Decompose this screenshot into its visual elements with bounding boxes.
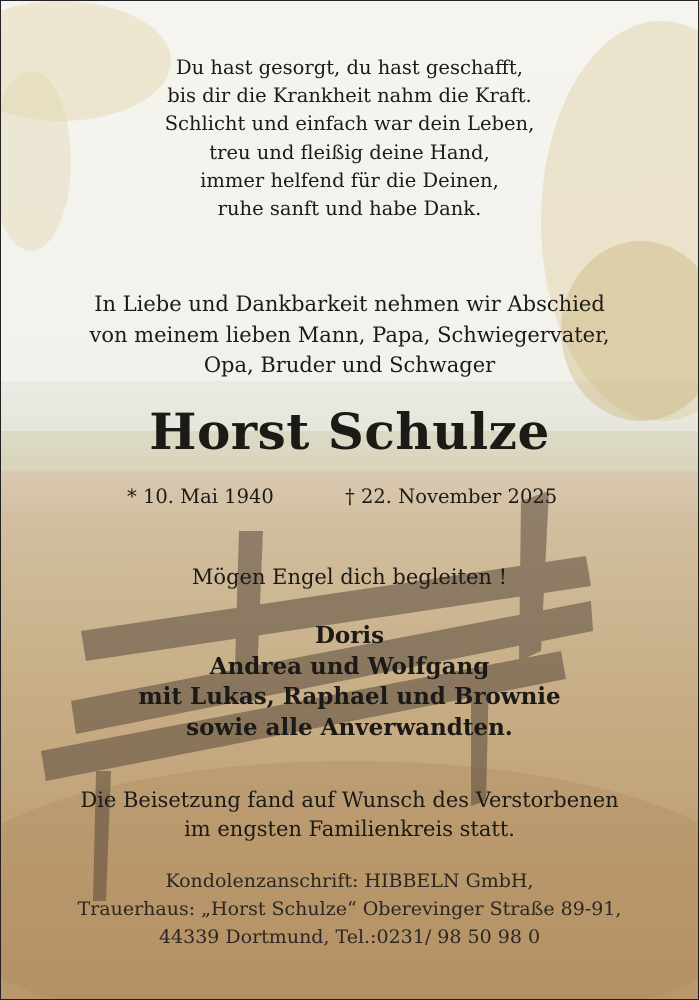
poem-line: bis dir die Krankheit nahm die Kraft.: [167, 84, 532, 108]
intro-line: In Liebe und Dankbarkeit nehmen wir Abschied: [94, 292, 605, 316]
address-line: Trauerhaus: „Horst Schulze“ Oberevinger Straße 89-91,: [77, 898, 622, 920]
farewell-wish: Mögen Engel dich begleiten !: [191, 565, 508, 589]
poem-line: immer helfend für die Deinen,: [200, 168, 499, 192]
intro-line: von meinem lieben Mann, Papa, Schwiegervater,: [89, 322, 610, 347]
intro-line: Opa, Bruder und Schwager: [203, 353, 496, 377]
burial-line: Die Beisetzung fand auf Wunsch des Verstorbenen: [80, 788, 619, 812]
poem: [1, 54, 698, 223]
poem-line: Du hast gesorgt, du hast geschafft,: [176, 56, 523, 79]
burial-line: im engsten Familienkreis statt.: [184, 817, 515, 841]
mourner-line: sowie alle Anverwandten.: [186, 713, 513, 741]
condolence-address: [1, 867, 698, 951]
mourner-line: mit Lukas, Raphael und Brownie: [138, 683, 561, 710]
mourner-line: Doris: [314, 622, 385, 649]
farewell-intro: [1, 289, 698, 381]
birth-date: * 10. Mai 1940: [127, 485, 274, 508]
poem-line: ruhe sanft und habe Dank.: [217, 197, 482, 221]
obituary-content: [1, 1, 698, 999]
mourner-line: Andrea und Wolfgang: [209, 652, 490, 680]
deceased-name: Horst Schulze: [149, 402, 550, 461]
poem-line: Schlicht und einfach war dein Leben,: [164, 112, 535, 136]
poem-line: treu und fleißig deine Hand,: [209, 140, 490, 164]
address-line: Kondolenzanschrift: HIBBELN GmbH,: [165, 870, 534, 892]
mourners: [1, 621, 698, 743]
burial-notice: [1, 786, 698, 844]
address-line: 44339 Dortmund, Tel.:0231/ 98 50 98 0: [158, 926, 541, 948]
death-date: † 22. November 2025: [345, 485, 558, 508]
